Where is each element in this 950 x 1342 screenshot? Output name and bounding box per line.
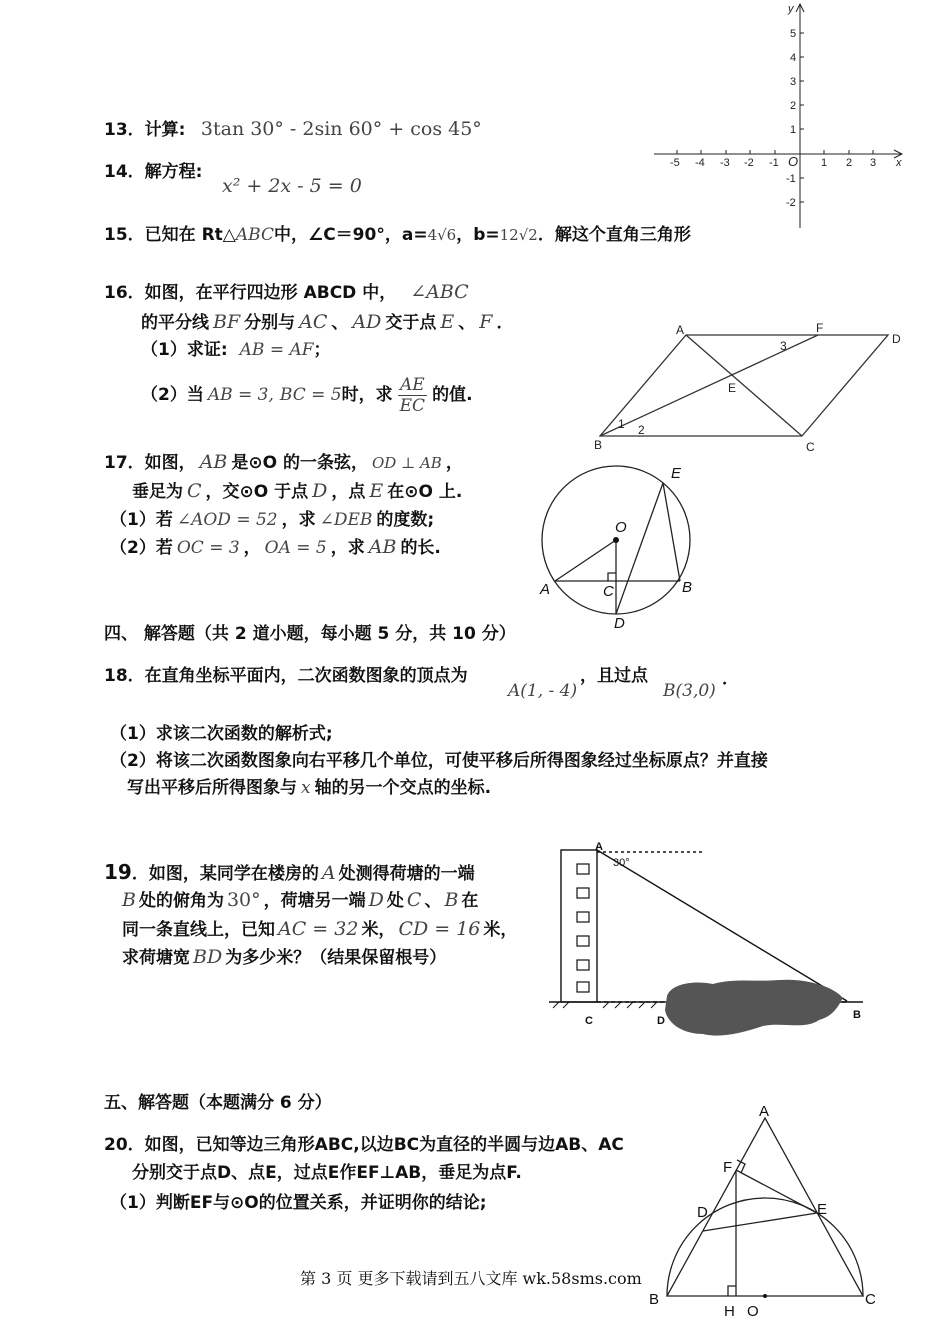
label-c: C xyxy=(806,440,815,454)
q19-l3a: 同一条直线上，已知 xyxy=(122,920,275,940)
q17-p2c: ，求 xyxy=(330,538,365,558)
q17-line2 xyxy=(132,480,462,503)
q17-part2 xyxy=(110,536,441,559)
q20-line1: 20．如图，已知等边三角形ABC,以边BC为直径的半圆与边AB、AC xyxy=(104,1135,624,1155)
circle-figure xyxy=(530,458,710,633)
q20-line2: 分别交于点D、点E，过点E作EF⊥AB，垂足为点F. xyxy=(132,1163,522,1183)
q18-dot: ． xyxy=(722,669,739,689)
q13 xyxy=(104,118,482,141)
x-tick-label: -4 xyxy=(695,157,705,169)
label-d: D xyxy=(892,332,901,346)
q16-p2-label: （2）当 xyxy=(141,385,204,405)
q16-sep: 、 xyxy=(331,313,349,333)
q15-post: ．解这个直角三角形 xyxy=(537,225,691,245)
angle-1-label: 1 xyxy=(618,417,625,431)
q17-e: E xyxy=(369,480,384,502)
q16-p1-label: （1）求证: xyxy=(141,340,228,360)
q17-l1b: 是⊙O 的一条弦， xyxy=(231,453,368,473)
q16-line1 xyxy=(104,281,469,304)
q17-p1b: ，求 xyxy=(281,510,316,530)
x-tick-label: -1 xyxy=(769,157,779,169)
q17-c: C xyxy=(187,480,202,502)
q17-p2a: （2）若 xyxy=(110,538,173,558)
q18-p3a: 写出平移后所得图象与 xyxy=(127,778,297,798)
q19-cd: CD = 16 xyxy=(398,918,481,940)
q14-equation: x² + 2x - 5 = 0 xyxy=(222,175,362,197)
angle-3-label: 3 xyxy=(780,339,787,353)
y-tick-label: 2 xyxy=(790,100,797,112)
label-e: E xyxy=(671,465,682,482)
q14 xyxy=(104,161,202,183)
q16-e: E xyxy=(440,311,455,333)
q19-l1b: 处测得荷塘的一端 xyxy=(338,864,475,884)
q17-l2b: ，交⊙O 于点 xyxy=(205,482,309,502)
q13-num: 13． xyxy=(104,120,145,140)
y-tick-label: -1 xyxy=(786,173,796,185)
q15-b-value: 12√2 xyxy=(499,226,538,244)
q18-p3b: 轴的另一个交点的坐标. xyxy=(314,778,492,798)
q17-p2m3: AB xyxy=(368,536,397,558)
label-b: B xyxy=(649,1291,660,1308)
q19-bd: BD xyxy=(193,946,223,968)
q17-l1c: ， xyxy=(445,453,463,473)
q19-line2 xyxy=(122,889,478,912)
q16-text: 16．如图，在平行四边形 ABCD 中， xyxy=(104,283,397,303)
q15-mid: 中，∠C＝90°，a= xyxy=(273,225,428,245)
label-d: D xyxy=(657,1015,665,1027)
label-a: A xyxy=(595,841,603,853)
q19-b: B xyxy=(122,889,136,911)
y-tick-label: 4 xyxy=(790,52,797,64)
q18-part2-cont xyxy=(127,777,491,799)
q17-l2c: ，点 xyxy=(331,482,366,502)
axis-y-label: y xyxy=(788,3,794,15)
q16-p2-mid: 时，求 xyxy=(341,385,393,405)
q15-prefix: 15．已知在 Rt△ xyxy=(104,225,236,245)
q16-p1-math: AB = AF xyxy=(239,340,314,360)
x-tick-label: 1 xyxy=(821,157,828,169)
q19-a: A xyxy=(321,862,336,884)
q17-p1a: （1）若 xyxy=(110,510,173,530)
page-footer: 第 3 页 更多下载请到五八文库 wk.58sms.com xyxy=(300,1269,642,1288)
y-tick-label: 3 xyxy=(790,76,797,88)
q17-line1 xyxy=(104,451,463,474)
q19-b2: B xyxy=(444,889,459,911)
q18-l1: 18．在直角坐标平面内，二次函数图象的顶点为 xyxy=(104,666,468,686)
building-pond-figure xyxy=(543,838,873,1048)
q15-triangle: ABC xyxy=(235,225,274,245)
q19-angle: 30° xyxy=(226,889,261,911)
center-point xyxy=(613,537,619,543)
q18-part1: （1）求该二次函数的解析式; xyxy=(110,724,333,744)
label-o: O xyxy=(747,1303,759,1320)
q19-l2c: 处 xyxy=(386,891,404,911)
fraction-numerator: AE xyxy=(399,374,425,395)
label-h: H xyxy=(724,1303,735,1320)
q19-l1a: ．如图，某同学在楼房的 xyxy=(131,864,319,884)
q19-num: 19 xyxy=(104,860,132,884)
label-d: D xyxy=(697,1204,708,1221)
q17-l1a: 17．如图， xyxy=(104,453,196,473)
q19-l4b: 为多少米？（结果保留根号） xyxy=(225,948,447,968)
q15 xyxy=(104,224,691,246)
x-tick-label: -5 xyxy=(670,157,680,169)
q19-l2a: 处的俯角为 xyxy=(138,891,224,911)
q20-part1: （1）判断EF与⊙O的位置关系，并证明你的结论; xyxy=(110,1193,487,1213)
label-e: E xyxy=(817,1201,828,1218)
q17-p1m: ∠AOD = 52 xyxy=(176,510,278,530)
label-angle: 30° xyxy=(613,857,630,869)
parallelogram-figure xyxy=(590,318,910,458)
q17-l2d: 在⊙O 上. xyxy=(387,482,463,502)
x-tick-label: -2 xyxy=(744,157,754,169)
q16-sep2: 、 xyxy=(458,313,476,333)
x-tick-label: -3 xyxy=(720,157,730,169)
label-a: A xyxy=(676,323,685,337)
label-b: B xyxy=(853,1009,861,1021)
q17-l2a: 垂足为 xyxy=(132,482,183,502)
label-e: E xyxy=(728,381,737,395)
q16-l2c: 交于点 xyxy=(385,313,437,333)
label-c: C xyxy=(865,1291,876,1308)
q14-num: 14． xyxy=(104,162,145,182)
q19-line3 xyxy=(122,918,517,941)
label-b: B xyxy=(682,579,693,596)
section-4-heading: 四、 解答题（共 2 道小题，每小题 5 分，共 10 分） xyxy=(104,624,516,644)
label-f: F xyxy=(816,321,824,335)
q19-l3b: 米， xyxy=(361,920,396,940)
q18-point-a: A(1, - 4) xyxy=(508,681,578,701)
section-5-heading: 五、解答题（本题满分 6 分） xyxy=(104,1093,332,1113)
q17-p2b: ， xyxy=(243,538,261,558)
q15-a-value: 4√6 xyxy=(427,226,457,244)
q16-line2 xyxy=(141,311,513,334)
q16-p2-end: 的值. xyxy=(432,385,473,405)
q19-sep: 、 xyxy=(424,891,442,911)
q13-label: 计算: xyxy=(144,120,186,140)
q19-l3c: 米， xyxy=(483,920,518,940)
q16-ad: AD xyxy=(352,311,382,333)
q16-ac: AC xyxy=(299,311,328,333)
y-tick-label: 5 xyxy=(790,28,797,40)
q16-part2 xyxy=(141,370,473,420)
label-a: A xyxy=(540,581,551,598)
q19-l4a: 求荷塘宽 xyxy=(122,948,190,968)
q17-p1c: 的度数; xyxy=(376,510,435,530)
q19-d: D xyxy=(368,889,384,911)
label-d: D xyxy=(614,615,625,632)
q16-dot: ． xyxy=(496,313,514,333)
q16-p2-bc: BC = 5 xyxy=(279,385,342,405)
y-tick-label: 1 xyxy=(790,124,797,136)
q17-d: D xyxy=(312,480,328,502)
q17-perp: OD ⊥ AB xyxy=(371,454,442,472)
x-tick-label: 2 xyxy=(846,157,853,169)
q16-part1 xyxy=(141,339,331,361)
q17-p2m2: OA = 5 xyxy=(264,538,327,558)
q19-l2b: ，荷塘另一端 xyxy=(263,891,366,911)
angle-2-label: 2 xyxy=(638,423,645,437)
q16-p2-ab: AB = 3, xyxy=(207,385,274,405)
label-a: A xyxy=(759,1103,770,1120)
x-tick-label: 3 xyxy=(870,157,877,169)
label-o: O xyxy=(615,519,627,536)
q19-c: C xyxy=(406,889,422,911)
center-point xyxy=(763,1294,767,1298)
y-tick-label: -2 xyxy=(786,197,796,209)
label-f: F xyxy=(723,1159,733,1176)
q19-l2d: 在 xyxy=(461,891,479,911)
q14-label: 解方程: xyxy=(144,162,203,182)
q16-bf: BF xyxy=(213,311,241,333)
q13-expression: 3tan 30° - 2sin 60° + cos 45° xyxy=(200,118,482,140)
q16-l2b: 分别与 xyxy=(244,313,296,333)
axis-origin-label: O xyxy=(788,154,799,169)
q18-point-b: B(3,0) xyxy=(663,681,716,701)
q18-line1 xyxy=(104,665,468,687)
q16-fraction xyxy=(398,375,427,416)
q17-p1m2: ∠DEB xyxy=(319,510,373,530)
q16-p1-end: ； xyxy=(313,340,331,360)
q18-x: x xyxy=(301,778,311,798)
q17-p2d: 的长. xyxy=(400,538,441,558)
q16-angle: ∠ABC xyxy=(410,281,469,303)
axis-x-label: x xyxy=(896,157,902,169)
q15-b-label: ，b= xyxy=(456,225,500,245)
q18-part2: （2）将该二次函数图象向右平移几个单位，可使平移后所得图象经过坐标原点？并直接 xyxy=(110,751,768,771)
q19-ac: AC = 32 xyxy=(278,918,359,940)
label-c: C xyxy=(585,1015,593,1027)
q17-ab: AB xyxy=(199,451,228,473)
triangle-semicircle-figure xyxy=(645,1100,885,1325)
q18-l1b: ，且过点 xyxy=(580,666,648,686)
label-b: B xyxy=(594,438,603,452)
fraction-denominator: EC xyxy=(399,395,426,416)
pond-shape xyxy=(665,980,843,1036)
q17-p2m1: OC = 3 xyxy=(176,538,240,558)
q19-line4 xyxy=(122,946,446,969)
label-c: C xyxy=(603,583,614,600)
coordinate-axes-figure xyxy=(650,0,910,230)
q17-part1 xyxy=(110,509,434,531)
q16-l2a: 的平分线 xyxy=(141,313,209,333)
q19-line1 xyxy=(104,861,475,885)
q16-f: F xyxy=(479,311,493,333)
